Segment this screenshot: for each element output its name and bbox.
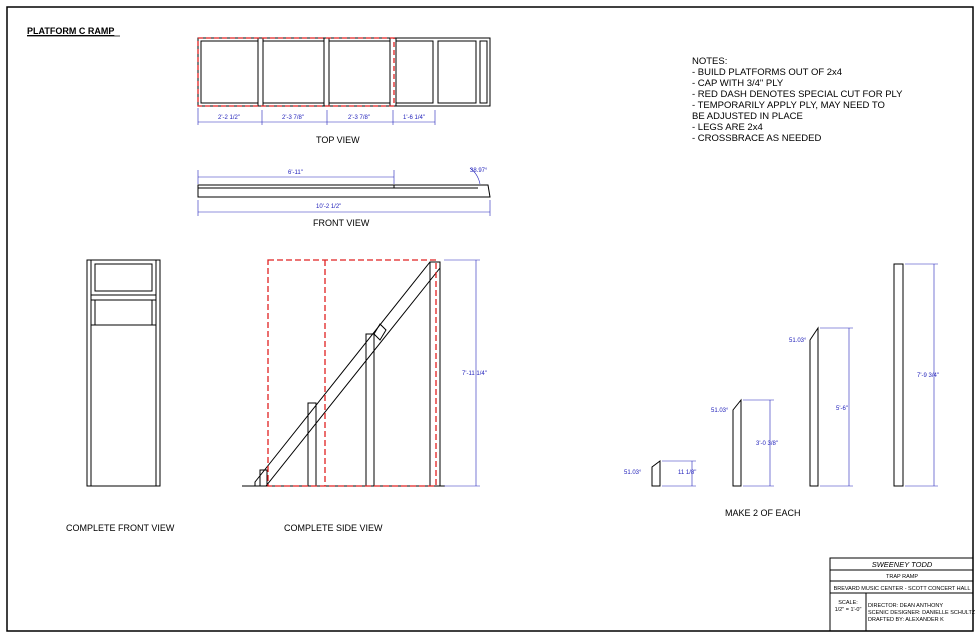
top-view-cut-line	[198, 38, 394, 106]
leg-1-angle: 51.03°	[624, 470, 642, 476]
top-view-label: TOP VIEW	[316, 135, 360, 145]
top-dim-4: 1'-6 1/4"	[403, 115, 425, 121]
notes-line: - CROSSBRACE AS NEEDED	[692, 133, 822, 144]
leg-4-height: 7'-9 3/4"	[917, 373, 939, 379]
front-view-label: FRONT VIEW	[313, 218, 370, 228]
notes-line: BE ADJUSTED IN PLACE	[692, 111, 803, 122]
leg-4	[894, 264, 903, 486]
title-block-designer: SCENIC DESIGNER: DANIELLE SCHULTZ	[868, 610, 976, 616]
leg-3-angle: 51.03°	[789, 338, 807, 344]
side-dim-height: 7'-11 1/4"	[462, 371, 487, 377]
leg-1-height: 11 1/8"	[678, 470, 697, 476]
complete-front-view	[87, 260, 160, 486]
notes-line: NOTES:	[692, 56, 728, 67]
notes-line: - CAP WITH 3/4" PLY	[692, 78, 784, 89]
front-view	[198, 185, 490, 197]
title-block-director: DIRECTOR: DEAN ANTHONY	[868, 603, 944, 609]
title-block-scale-value: 1/2" = 1'-0"	[834, 607, 862, 613]
top-view	[198, 38, 490, 106]
title-block-venue: BREVARD MUSIC CENTER - SCOTT CONCERT HALL	[833, 586, 971, 592]
leg-1	[652, 461, 660, 486]
notes-line: - BUILD PLATFORMS OUT OF 2x4	[692, 67, 843, 78]
title-block-scale-label: SCALE:	[838, 600, 858, 606]
sheet-title: PLATFORM C RAMP	[27, 26, 115, 36]
title-block-drafter: DRAFTED BY: ALEXANDER K	[868, 617, 944, 623]
notes-line: - RED DASH DENOTES SPECIAL CUT FOR PLY	[692, 89, 903, 100]
front-view-dimension-line	[198, 168, 490, 216]
complete-side-view	[242, 262, 445, 486]
top-dim-2: 2'-3 7/8"	[282, 115, 304, 121]
front-dim-angle: 38.97°	[470, 168, 488, 174]
leg-2-angle: 51.03°	[711, 408, 729, 414]
complete-side-view-label: COMPLETE SIDE VIEW	[284, 523, 383, 533]
notes-line: - TEMPORARILY APPLY PLY, MAY NEED TO	[692, 100, 885, 111]
leg-2-height: 3'-0 3/8"	[756, 441, 778, 447]
leg-3-height: 5'-6"	[836, 406, 848, 412]
title-block-drawing: TRAP RAMP	[886, 574, 918, 580]
leg-2	[733, 400, 741, 486]
title-block-show: SWEENEY TODD	[871, 560, 933, 569]
top-dim-1: 2'-2 1/2"	[218, 115, 240, 121]
notes-line: - LEGS ARE 2x4	[692, 122, 763, 133]
notes-block	[692, 56, 903, 144]
make-each-label: MAKE 2 OF EACH	[725, 508, 801, 518]
front-dim-total: 10'-2 1/2"	[316, 204, 342, 210]
complete-front-view-label: COMPLETE FRONT VIEW	[66, 523, 175, 533]
front-dim-top: 6'-11"	[288, 170, 303, 176]
top-dim-3: 2'-3 7/8"	[348, 115, 370, 121]
leg-3	[810, 328, 818, 486]
